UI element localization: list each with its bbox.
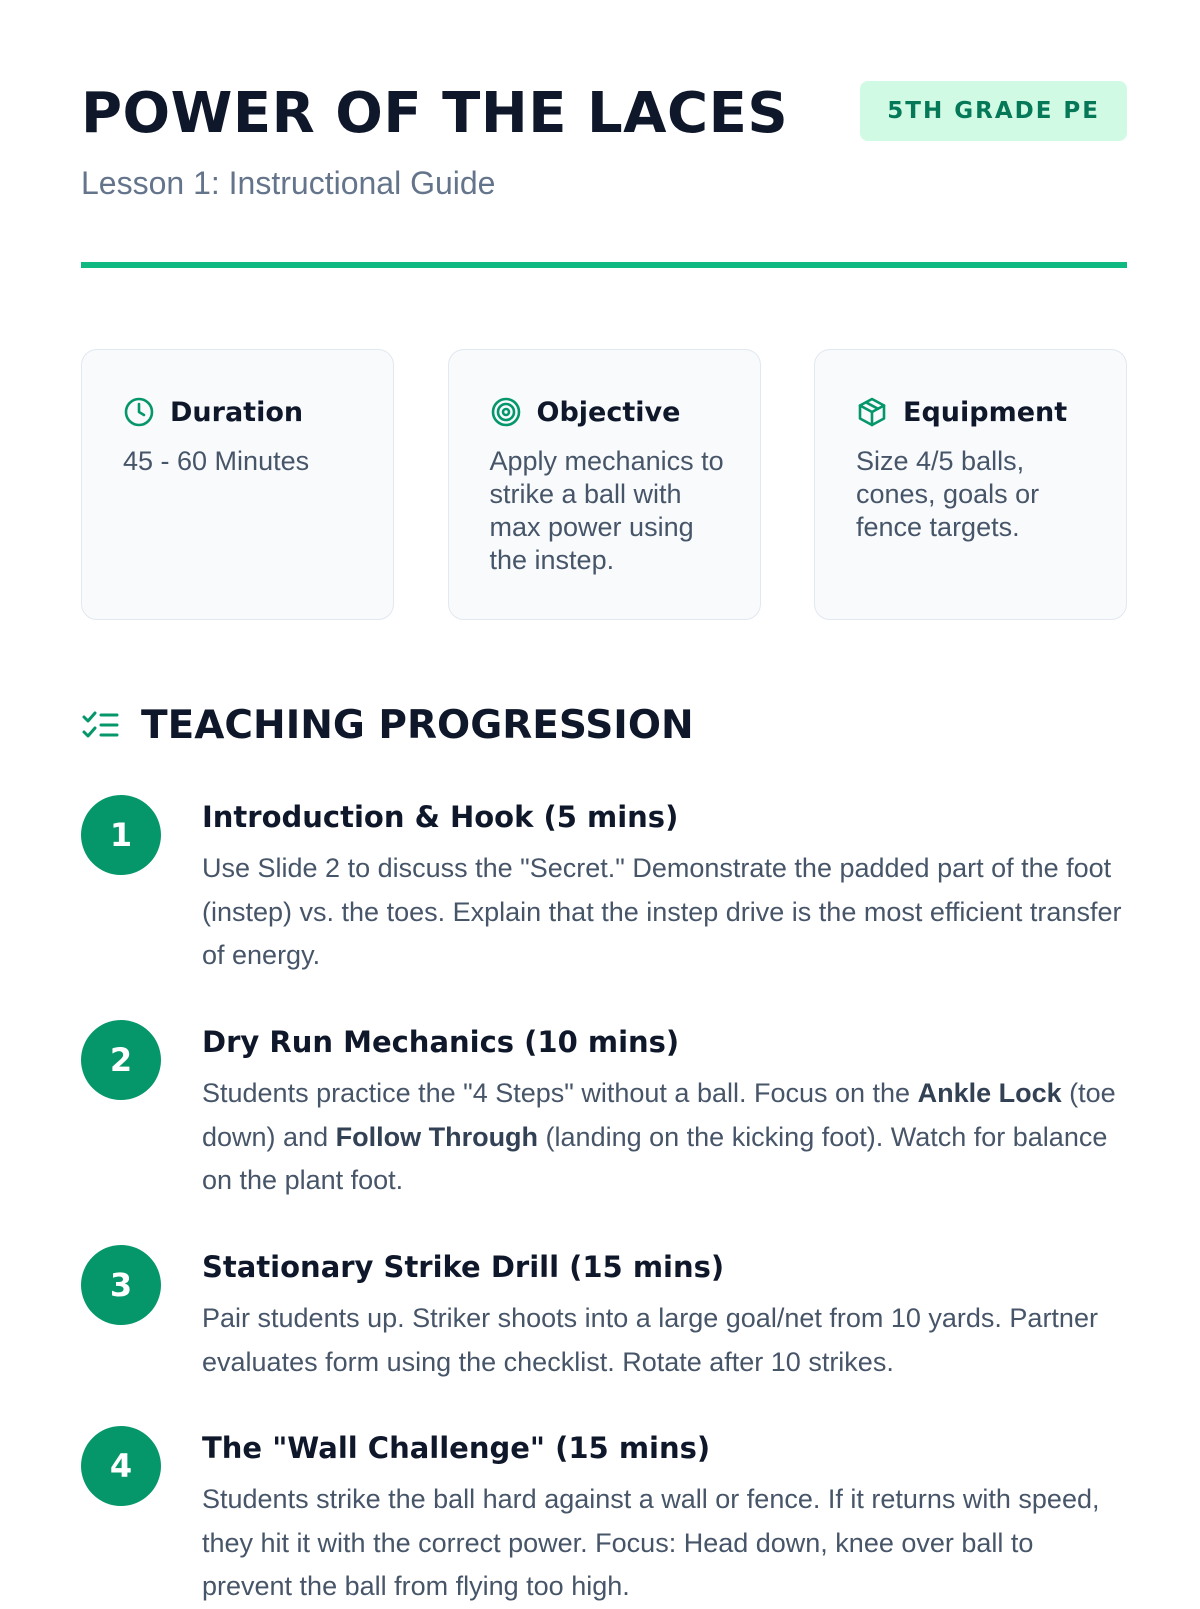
- step-text-part: (toe down) and: [202, 1078, 1116, 1152]
- step-body: [202, 1020, 1127, 1203]
- ankle-lock-emphasis: Ankle Lock: [917, 1078, 1062, 1108]
- step-body: [202, 1245, 1127, 1384]
- page-subtitle: Lesson 1: Instructional Guide: [81, 165, 496, 201]
- step-text-part: Students practice the "4 Steps" without a ball. Focus on the: [202, 1078, 918, 1108]
- step-number: 1: [81, 795, 161, 875]
- teaching-progression-heading: [81, 700, 694, 750]
- objective-card-text: Apply mechanics to strike a ball with max power using the instep.: [489, 446, 724, 575]
- step-title: The "Wall Challenge" (15 mins): [202, 1431, 711, 1465]
- package-icon: [856, 396, 888, 428]
- follow-through-emphasis: Follow Through: [335, 1121, 539, 1152]
- step-title: Dry Run Mechanics (10 mins): [202, 1025, 680, 1059]
- equipment-card-text: Size 4/5 balls, cones, goals or fence targets.: [856, 446, 1040, 542]
- list-checks-icon: [81, 705, 121, 745]
- step-title: Introduction & Hook (5 mins): [202, 800, 679, 834]
- step-text: [202, 1072, 1127, 1203]
- step-title: Stationary Strike Drill (15 mins): [202, 1250, 725, 1284]
- step-text: Use Slide 2 to discuss the "Secret." Demonstrate the padded part of the foot (instep) vs. the toes. Explain that the instep drive is the most efficient transfer of energy.: [202, 853, 1122, 970]
- objective-card: [448, 349, 761, 620]
- step-text: Students strike the ball hard against a wall or fence. If it returns with speed, they hit it with the correct power. Focus: Head down, knee over ball to prevent the ball from flying too high.: [202, 1484, 1100, 1601]
- step-text: Pair students up. Striker shoots into a large goal/net from 10 yards. Partner evaluates form using the checklist. Rotate after 10 strikes.: [202, 1303, 1098, 1377]
- step-number: 2: [81, 1020, 161, 1100]
- duration-card: [81, 349, 394, 620]
- grade-badge: 5TH GRADE PE: [860, 81, 1127, 141]
- equipment-card-title: Equipment: [903, 396, 1068, 428]
- step-number: 4: [81, 1426, 161, 1506]
- section-title: TEACHING PROGRESSION: [141, 702, 694, 748]
- step-number: 3: [81, 1245, 161, 1325]
- step-body: [202, 1426, 1127, 1609]
- lesson-guide-page: [81, 0, 1127, 1601]
- duration-card-title: Duration: [170, 396, 304, 428]
- duration-card-header: [123, 392, 363, 432]
- duration-card-text: 45 - 60 Minutes: [123, 446, 310, 476]
- objective-card-title: Objective: [536, 396, 681, 428]
- equipment-card-header: [856, 392, 1096, 432]
- page-title: POWER OF THE LACES: [81, 81, 789, 146]
- step-body: [202, 795, 1127, 978]
- target-icon: [490, 396, 522, 428]
- step-text-part: (landing on the kicking foot). Watch for balance on the plant foot.: [202, 1121, 1108, 1195]
- clock-icon: [123, 396, 155, 428]
- equipment-card: [814, 349, 1127, 620]
- info-cards: [81, 349, 1127, 620]
- objective-card-header: [490, 392, 730, 432]
- header-divider: [81, 262, 1127, 268]
- page-header: [81, 0, 1127, 270]
